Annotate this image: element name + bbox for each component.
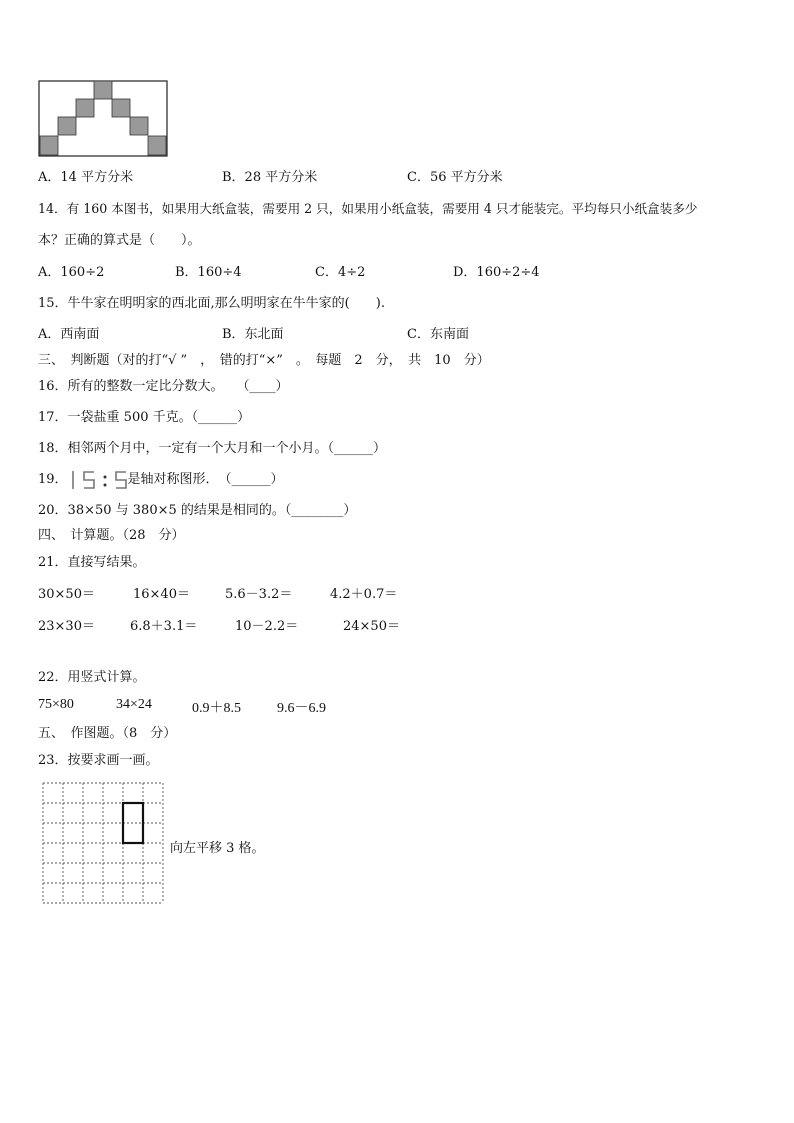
q14-option-b[interactable]: B．160÷4 <box>175 265 242 280</box>
q23-caption: 向左平移 3 格。 <box>170 841 265 856</box>
q14-option-d[interactable]: D．160÷2÷4 <box>453 265 540 280</box>
q18-text: 18．相邻两个月中，一定有一个大月和一个小月。（______） <box>38 441 387 456</box>
q13-option-c[interactable]: C．56 平方分米 <box>407 170 503 185</box>
q21-item: 10－2.2＝ <box>235 619 299 634</box>
q13-option-b[interactable]: B．28 平方分米 <box>222 170 318 185</box>
q22-item: 34×24 <box>116 697 152 712</box>
q14-text-line2: 本？正确的算式是（ ）。 <box>38 233 201 248</box>
q14-option-c[interactable]: C．4÷2 <box>315 265 366 280</box>
q21-item: 24×50＝ <box>343 619 400 634</box>
q21-text: 21．直接写结果。 <box>38 555 146 570</box>
q15-option-b[interactable]: B．东北面 <box>222 327 284 342</box>
q17-text: 17．一袋盐重 500 千克。（______） <box>38 410 251 425</box>
q21-item: 6.8＋3.1＝ <box>130 619 198 634</box>
section4-title: 四、 计算题。（28 分） <box>38 528 185 543</box>
q23-text: 23．按要求画一画。 <box>38 753 159 768</box>
q13-option-a[interactable]: A．14 平方分米 <box>38 170 134 185</box>
q15-text: 15．牛牛家在明明家的西北面,那么明明家在牛牛家的( ). <box>38 296 385 311</box>
dotted-grid-figure <box>42 782 167 908</box>
q22-text: 22．用竖式计算。 <box>38 670 146 685</box>
q14-text-line1: 14．有 160 本图书，如果用大纸盒装，需要用 2 只，如果用小纸盒装，需要用 4 只才能装完。平均每只小纸盒装多少 <box>38 201 698 216</box>
q21-item: 4.2＋0.7＝ <box>330 587 398 602</box>
staircase-figure <box>38 80 168 158</box>
section3-title: 三、 判断题（对的打“√ ” ， 错的打“×” 。 每题 2 分， 共 10 分） <box>38 353 490 368</box>
q21-item: 23×30＝ <box>38 619 95 634</box>
q15-option-a[interactable]: A．西南面 <box>38 327 100 342</box>
q22-item: 0.9＋8.5 <box>192 701 241 716</box>
q22-item: 9.6－6.9 <box>277 701 326 716</box>
digit-1525-figure <box>68 469 128 491</box>
q21-item: 5.6－3.2＝ <box>225 587 293 602</box>
q15-option-c[interactable]: C．东南面 <box>407 327 469 342</box>
q19-text: 是轴对称图形． （______） <box>127 472 284 487</box>
q21-item: 30×50＝ <box>38 587 95 602</box>
section5-title: 五、 作图题。（8 分） <box>38 726 177 741</box>
q21-item: 16×40＝ <box>133 587 190 602</box>
q19-number: 19． <box>38 472 68 487</box>
q19-line <box>38 468 284 491</box>
q14-option-a[interactable]: A．160÷2 <box>38 265 105 280</box>
q16-text: 16．所有的整数一定比分数大。 （____） <box>38 379 289 394</box>
q22-item: 75×80 <box>38 697 74 712</box>
q20-text: 20．38×50 与 380×5 的结果是相同的。（________） <box>38 503 357 518</box>
